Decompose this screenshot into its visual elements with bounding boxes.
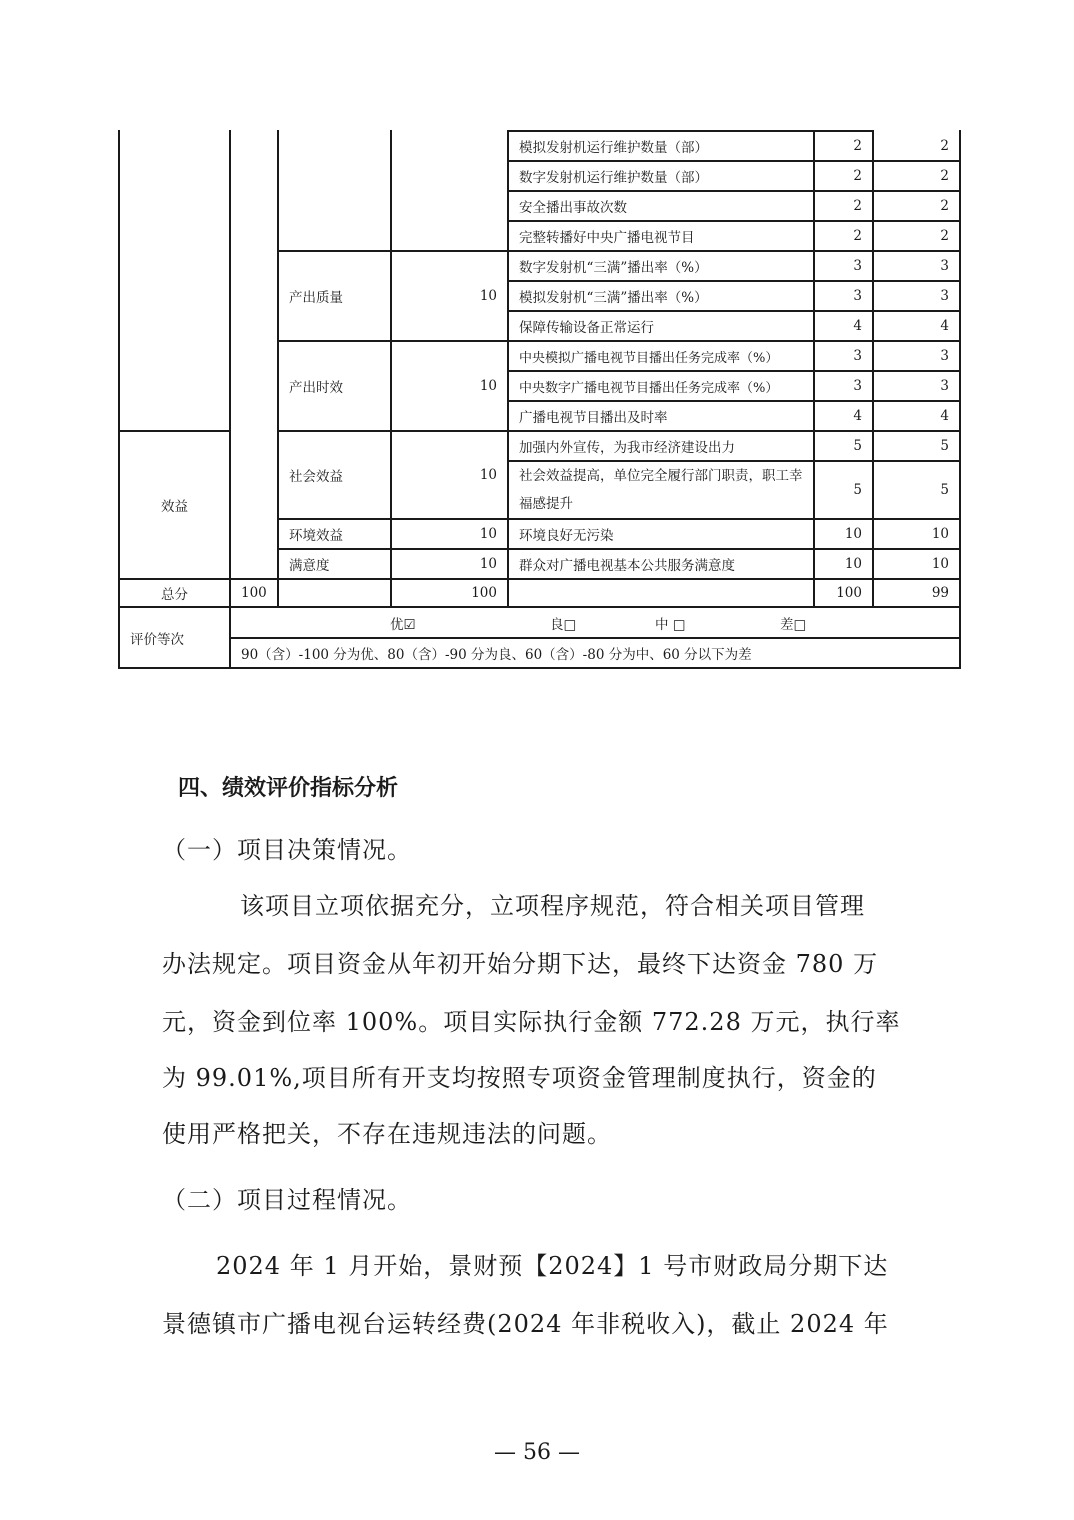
weight-cell: 3 — [853, 378, 862, 394]
total-weight: 100 — [836, 585, 862, 601]
grade-label: 评价等次 — [130, 631, 184, 648]
section-heading: 四、绩效评价指标分析 — [178, 776, 399, 801]
score-cell: 10 — [931, 526, 949, 542]
grade-option-excellent: 优☑ — [390, 616, 416, 633]
indicator-cell: 模拟发射机“三满”播出率（%） — [519, 290, 708, 306]
weight-cell: 4 — [853, 408, 862, 424]
indicator-cell: 广播电视节目播出及时率 — [519, 410, 668, 426]
total-col4: 100 — [471, 585, 497, 601]
paragraph-line: 办法规定。项目资金从年初开始分期下达，最终下达资金 780 万 — [162, 950, 879, 978]
score-cell: 3 — [940, 348, 949, 364]
total-score: 99 — [931, 585, 949, 601]
indicator-cell: 数字发射机“三满”播出率（%） — [519, 260, 708, 276]
score-cell: 4 — [940, 408, 949, 424]
indicator-cell: 保障传输设备正常运行 — [519, 320, 654, 336]
indicator-cell: 加强内外宣传，为我市经济建设出力 — [519, 440, 735, 456]
grade-rule: 90（含）-100 分为优、80（含）-90 分为良、60（含）-80 分为中、60 分以下为差 — [241, 647, 752, 663]
indicator-cell: 社会效益提高，单位完全履行部门职责，职工幸福感提升 — [519, 468, 803, 512]
weight-cell: 5 — [853, 438, 862, 454]
total-label: 总分 — [161, 587, 188, 603]
subsection-heading: （二）项目过程情况。 — [162, 1186, 412, 1214]
grade-option-poor: 差□ — [780, 616, 807, 633]
score-cell: 10 — [931, 556, 949, 572]
indicator-cell: 中央模拟广播电视节目播出任务完成率（%） — [519, 350, 779, 366]
indicator-cell: 中央数字广播电视节目播出任务完成率（%） — [519, 380, 779, 396]
sub-weight-cell: 10 — [479, 556, 497, 572]
grade-option-good: 良□ — [550, 616, 577, 633]
total-col2: 100 — [241, 585, 267, 601]
sub-weight-cell: 10 — [479, 467, 497, 483]
sub-weight-cell: 10 — [479, 378, 497, 394]
paragraph-line: 为 99.01%,项目所有开支均按照专项资金管理制度执行，资金的 — [162, 1064, 877, 1092]
score-cell: 2 — [940, 168, 949, 184]
category-cell: 效益 — [161, 499, 188, 515]
score-cell: 5 — [940, 438, 949, 454]
sub-category-cell: 社会效益 — [289, 469, 343, 485]
weight-cell: 4 — [853, 318, 862, 334]
indicator-cell: 完整转播好中央广播电视节目 — [519, 230, 695, 246]
indicator-cell: 安全播出事故次数 — [519, 200, 627, 216]
weight-cell: 5 — [853, 482, 862, 498]
paragraph-line: 该项目立项依据充分，立项程序规范，符合相关项目管理 — [240, 892, 865, 920]
weight-cell: 10 — [844, 556, 862, 572]
weight-cell: 2 — [853, 168, 862, 184]
weight-cell: 3 — [853, 258, 862, 274]
weight-cell: 3 — [853, 288, 862, 304]
score-cell: 3 — [940, 378, 949, 394]
indicator-cell: 群众对广播电视基本公共服务满意度 — [519, 558, 735, 574]
subsection-heading: （一）项目决策情况。 — [162, 836, 412, 864]
paragraph-line: 元，资金到位率 100%。项目实际执行金额 772.28 万元，执行率 — [162, 1008, 901, 1036]
paragraph-line: 2024 年 1 月开始，景财预【2024】1 号市财政局分期下达 — [216, 1252, 889, 1280]
indicator-cell: 环境良好无污染 — [519, 528, 614, 544]
weight-cell: 3 — [853, 348, 862, 364]
weight-cell: 2 — [853, 228, 862, 244]
score-cell: 2 — [940, 138, 949, 154]
score-cell: 3 — [940, 258, 949, 274]
table-border — [959, 130, 961, 668]
sub-category-cell: 产出时效 — [289, 380, 343, 396]
page-number: — 56 — — [494, 1440, 580, 1465]
weight-cell: 2 — [853, 198, 862, 214]
paragraph-line: 使用严格把关，不存在违规违法的问题。 — [162, 1120, 612, 1148]
score-cell: 5 — [940, 482, 949, 498]
sub-weight-cell: 10 — [479, 526, 497, 542]
weight-cell: 2 — [853, 138, 862, 154]
sub-weight-cell: 10 — [479, 288, 497, 304]
indicator-cell: 模拟发射机运行维护数量（部） — [519, 140, 708, 156]
score-cell: 2 — [940, 228, 949, 244]
sub-category-cell: 环境效益 — [289, 528, 343, 544]
score-cell: 4 — [940, 318, 949, 334]
sub-category-cell: 产出质量 — [289, 290, 343, 306]
score-cell: 2 — [940, 198, 949, 214]
performance-table — [0, 0, 1074, 700]
paragraph-line: 景德镇市广播电视台运转经费(2024 年非税收入)，截止 2024 年 — [162, 1310, 889, 1338]
indicator-cell: 数字发射机运行维护数量（部） — [519, 170, 708, 186]
grade-option-medium: 中 □ — [655, 616, 686, 633]
weight-cell: 10 — [844, 526, 862, 542]
score-cell: 3 — [940, 288, 949, 304]
sub-category-cell: 满意度 — [289, 558, 330, 574]
